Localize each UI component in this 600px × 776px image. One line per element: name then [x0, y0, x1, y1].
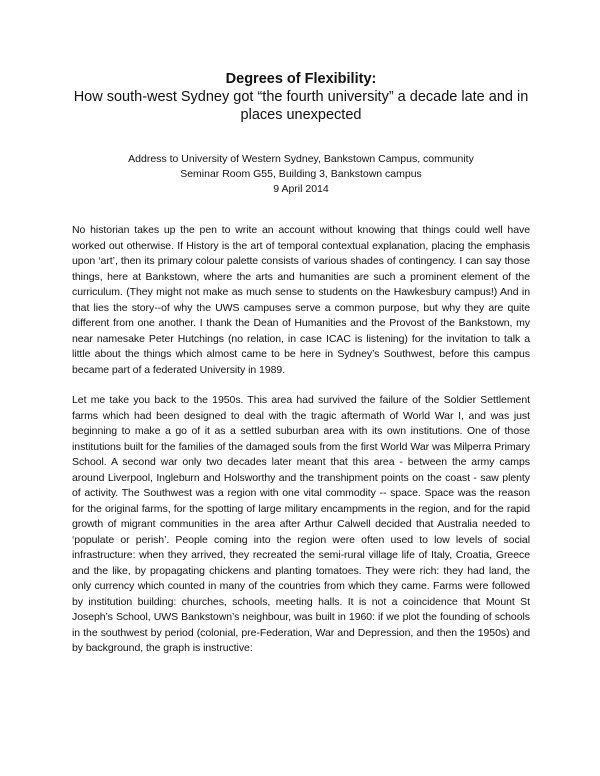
document-page [72, 70, 530, 672]
address-line-2: Seminar Room G55, Building 3, Bankstown campus [180, 168, 422, 180]
address-block [72, 152, 530, 197]
address-date: 9 April 2014 [273, 183, 329, 195]
body-text [72, 223, 530, 657]
title-block [72, 70, 530, 124]
document-title: Degrees of Flexibility: [225, 71, 377, 87]
document-subtitle: How south-west Sydney got “the fourth university” a decade late and in places unexpected [73, 89, 529, 123]
paragraph-2: Let me take you back to the 1950s. This area had survived the failure of the Soldier Settlement farms which had been designed to deal with the tragic aftermath of World War I, and was just beginning to make a go of it as a settled suburban area with its own institutions. One of those institutions built for the families of the damaged souls from the first World War was Milperra Primary School. A second war only two decades later meant that this area - between the army camps around Liverpool, Ingleburn and Holsworthy and the transhipment points on the coast - saw plenty of activity. The Southwest was a region with one vital commodity -- space. Space was the reason for the original farms, for the spotting of large military encampments in the region, and for the rapid growth of migrant communities in the area after Arthur Calwell decided that Australia needed to ‘populate or perish’. People coming into the region were often used to low levels of social infrastructure: when they arrived, they recreated the semi-rural village life of Italy, Croatia, Greece and the like, by propagating chickens and planting tomatoes. They were rich: they had land, the only currency which counted in many of the countries from which they came. Farms were followed by institution building: churches, schools, meeting halls. It is not a coincidence that Mount St Joseph’s School, UWS Bankstown’s neighbour, was built in 1960: if we plot the founding of schools in the southwest by period (colonial, pre-Federation, War and Depression, and then the 1950s) and by background, the graph is instructive: [72, 394, 530, 654]
paragraph-1: No historian takes up the pen to write an account without knowing that things could well have worked out otherwise. If History is the art of temporal contextual explanation, placing the emphasis upon ‘art’, then its primary colour palette consists of various shades of contingency. I can say those things, here at Bankstown, where the arts and humanities are such a prominent element of the curriculum. (They might not make as much sense to students on the Hawkesbury campus!) And in that lies the story--of why the UWS campuses serve a common purpose, but why they are quite different from one another. I thank the Dean of Humanities and the Provost of the Bankstown, my near namesake Peter Hutchings (no relation, in case ICAC is listening) for the invitation to talk a little about the things which almost came to be here in Sydney’s Southwest, before this campus became part of a federated University in 1989. [72, 224, 530, 376]
address-line-1: Address to University of Western Sydney, Bankstown Campus, community [128, 153, 474, 165]
